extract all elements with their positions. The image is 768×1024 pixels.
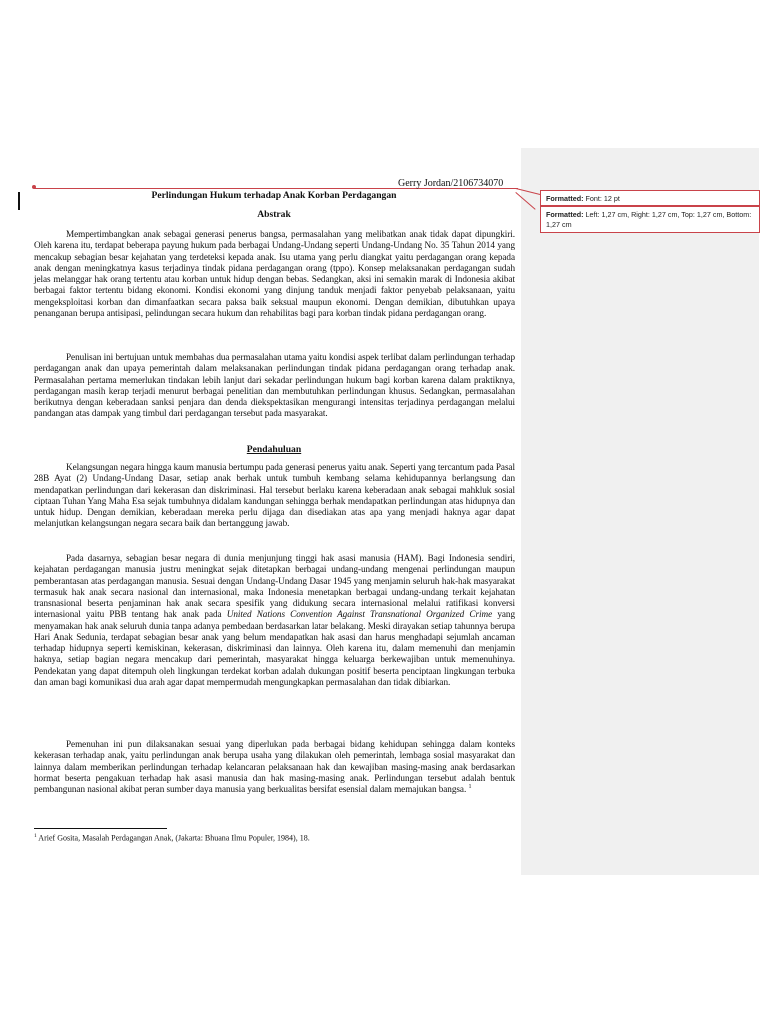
formatting-balloon[interactable] bbox=[540, 190, 760, 206]
footnote-separator bbox=[34, 828, 167, 829]
introduction-paragraph bbox=[34, 739, 515, 795]
document-title: Perlindungan Hukum terhadap Anak Korban Perdagangan bbox=[151, 190, 397, 201]
abstract-heading: Abstrak bbox=[257, 209, 291, 220]
balloon-text: Left: 1,27 cm, Right: 1,27 cm, Top: 1,27 cm, Bottom: 1,27 cm bbox=[546, 210, 752, 229]
balloon-label: Formatted: bbox=[546, 194, 584, 203]
change-bar bbox=[18, 192, 20, 210]
introduction-heading: Pendahuluan bbox=[246, 444, 302, 455]
comments-margin-pane bbox=[521, 148, 759, 875]
footnote bbox=[34, 833, 310, 843]
footnote-reference[interactable]: 1 bbox=[468, 783, 472, 790]
balloon-label: Formatted: bbox=[546, 210, 584, 219]
convention-title: United Nations Convention Against Transnational Organized Crime bbox=[226, 609, 493, 620]
introduction-paragraph: Kelangsungan negara hingga kaum manusia bertumpu pada generasi penerus yaitu anak. Seperti yang tercantum pada Pasal 28B Ayat (2) Undang-Undang Dasar, setiap anak berhak untuk tumbuh kembang selama kehidupannya berlangsung dan mendapatkan perlindungan dari kekerasan dan diskriminasi. Hal tersebut berlaku karena keberadaan anak sebagai mahkluk sosial ciptaan Tuhan Yang Maha Esa sejak tumbuhnya didalam kandungan sehingga berhak mendapatkan perlindungan atas hidupnya dan untuk hidup. Dengan demikian, keberadaan mereka perlu dijaga dan disediakan atas apa yang menjadi haknya agar dapat melanjutkan kelangsungan negara secara baik dan bertanggung jawab. bbox=[34, 462, 515, 529]
paragraph-text: Pada dasarnya, sebagian besar negara di dunia menjunjung tinggi hak asasi manusia (HAM). Bagi Indonesia sendiri, kejahatan perdagangan manusia justru meningkat sejak ditetapkan berbagai undang-undang mengenai perlindungan maupun pemberantasan atas perdagangan manusia. Sesuai dengan Undang-Undang Dasar 1945 yang menjamin seluruh hak-hak masyarakat termasuk hak anak secara nasional dan internasional, maka Indonesia menetapkan berbagai undang-undang terkait kejahatan transnasional beserta penjaminan hak anak secara spesifik yang didukung secara internasional melalui ratifikasi konversi internasional yaitu PBB tentang hak anak pada bbox=[34, 553, 515, 620]
balloon-text: Font: 12 pt bbox=[583, 194, 620, 203]
introduction-paragraph bbox=[34, 553, 515, 688]
footnote-number: 1 bbox=[34, 833, 37, 839]
abstract-paragraph: Mempertimbangkan anak sebagai generasi penerus bangsa, permasalahan yang melibatkan anak tidak dapat dipungkiri. Oleh karena itu, terdapat beberapa payung hukum pada berbagai Undang-Undang seperti Undang-Undang No. 35 Tahun 2014 yang mencakup sebagian besar kejahatan yang terdeteksi kepada anak. Isu utama yang perlu diangkat yaitu perdagangan orang kepada anak dengan meningkatnya kasus terjadinya tindak pidana perdagangan orang (tppo). Konsep melaksanakan perdagangan sudah jelas melanggar hak orang tertentu atau korban untuk hidup dengan bebas. Sedangkan, aksi ini semakin marak di Indonesia akibat berbagai faktor tertentu bidang ekonomi. Kondisi ekonomi yang dinjung tanduk menjadi faktor penyebab pelaksanaan, yaitu mengeksploitasi korban dan dimanfaatkan secara paksa baik seksual maupun ekonomi. Dengan demikian, dibutuhkan upaya penanganan berupa antisipasi, pelindungan secara hukum dan rehabilitas bagi para korban tindak pidana perdagangan orang. bbox=[34, 229, 515, 318]
abstract-paragraph: Penulisan ini bertujuan untuk membahas dua permasalahan utama yaitu kondisi aspek terlibat dalam perlindungan terhadap perdagangan anak dan upaya pemerintah dalam melaksanakan perlindungan tindak pidana perdagangan orang terhadap anak. Permasalahan pertama memerlukan tindakan lebih lanjut dari sekadar perlindungan hukum bagi korban karena dalam praktiknya, perdagangan masih kerap terjadi menurut berbagai penelitian dan membutuhkan perlindungan khusus. Sedangkan, permasalahan berikutnya dengan keberadaan sanksi penjara dan denda diekspektasikan mengurangi intensitas terjadinya perdagangan melalui pandangan atas dampak yang timbul dari perdagangan tersebut pada masyarakat. bbox=[34, 352, 515, 419]
formatting-balloon[interactable] bbox=[540, 206, 760, 233]
author-line: Gerry Jordan/2106734070 bbox=[398, 178, 504, 189]
paragraph-text: yang menyamakan hak anak seluruh dunia tanpa adanya pembedaan berdasarkan latar belakang. Meski dirayakan setiap tahunnya berupa Hari Anak Sedunia, terdapat sebagian besar anak yang belum mendapatkan hak asasi dan harus menghadapi sejumlah ancaman terhadap hidupnya seperti kemiskinan, kekerasan, diskriminasi dan lainnya. Oleh karena itu, dalam memenuhi dan menjamin haknya, setiap bagian negara mencakup dari pemerintah, masyarakat hingga keluarga berkewajiban untuk memenuhinya. Pendekatan yang dapat ditempuh oleh lingkungan terdekat korban adalah dukungan positif beserta penciptaan lingkungan terbuka dan aman bagi komunikasi dua arah agar dapat mempermudah mengungkapkan permasalahan dan tidak dibiarkan. bbox=[34, 609, 516, 687]
paragraph-text: Pemenuhan ini pun dilaksanakan sesuai yang diperlukan pada berbagai bidang kehidupan sehingga dalam konteks kekerasan terhadap anak, yaitu perlindungan anak berupa usaha yang dilakukan oleh pemerintah, lembaga sosial masyarakat dan lainnya dalam memberikan perlindungan terhadap kelancaran pelaksanaan hak dan kewajiban masing-masing anak berdasarkan hormat beserta pengakuan terhadap hak asasi manusia dan hak masing-masing anak. Perlindungan tersebut adalah bentuk pembangunan nasional akibat peran sumber daya manusia yang berkualitas bersifat esensial dalam memajukan bangsa. bbox=[34, 739, 515, 794]
footnote-text: Arief Gosita, Masalah Perdagangan Anak, (Jakarta: Bhuana Ilmu Populer, 1984), 18. bbox=[36, 833, 310, 843]
